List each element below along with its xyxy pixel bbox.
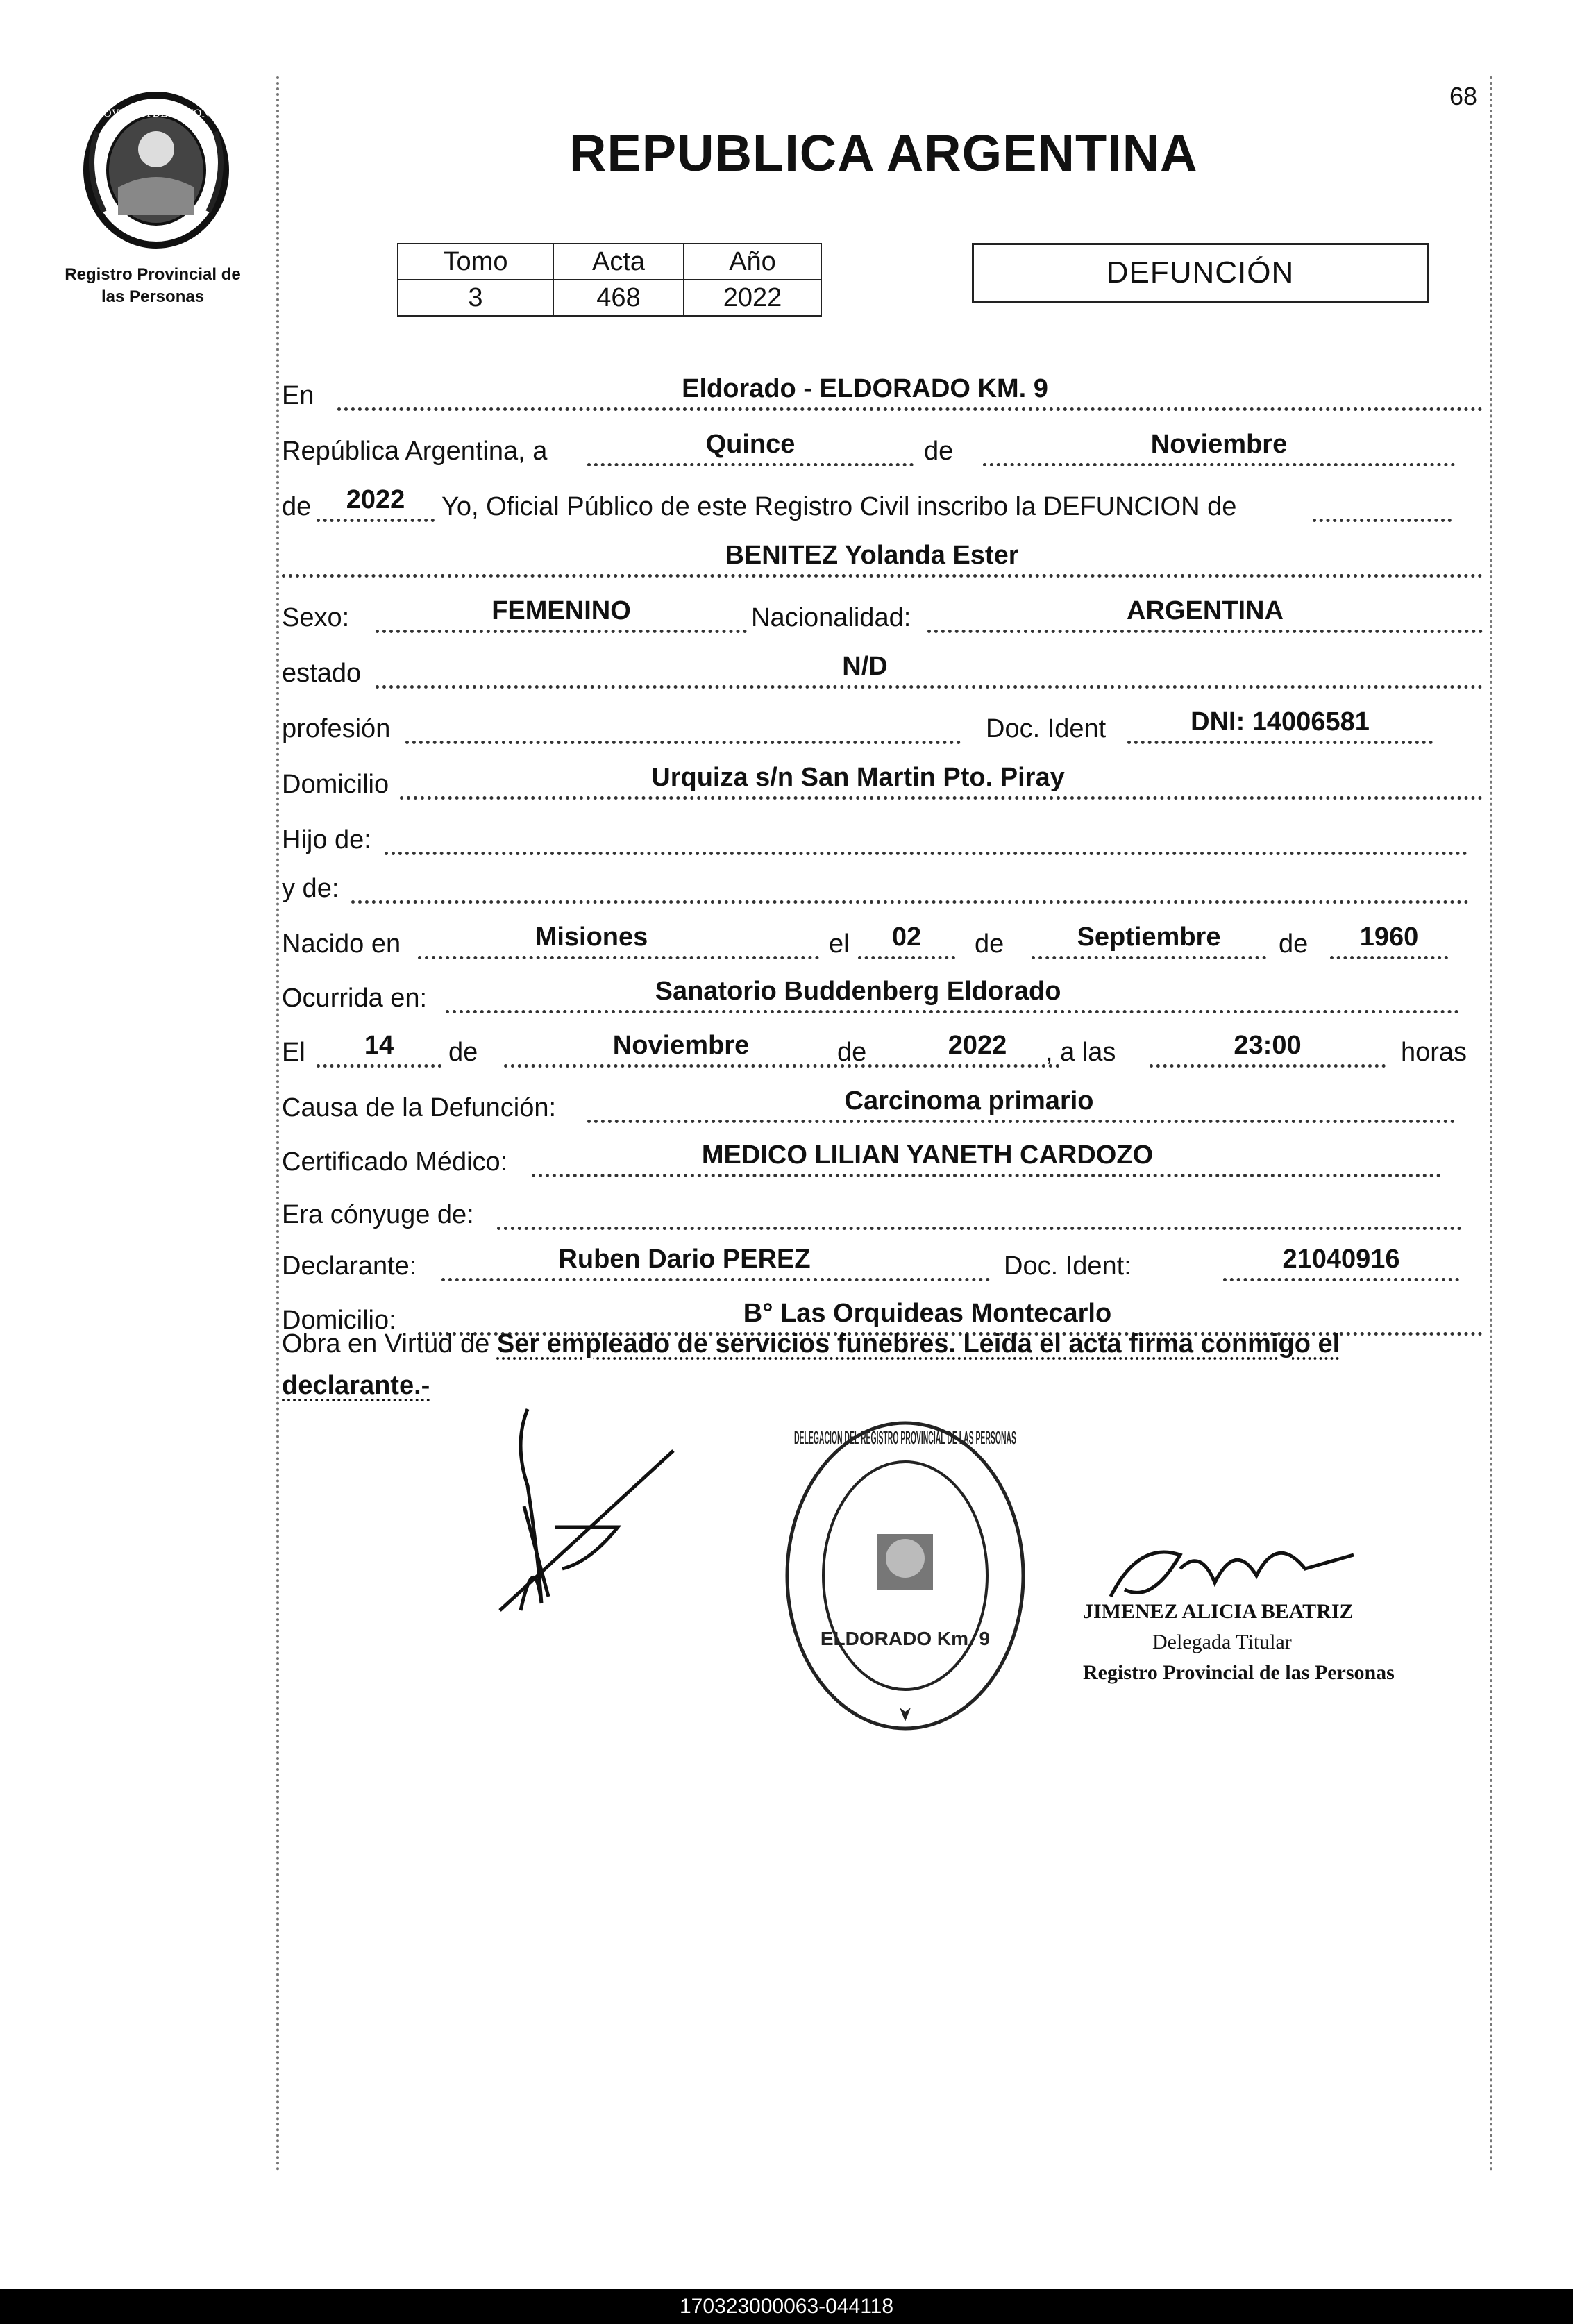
row-death-date — [282, 1025, 1483, 1073]
row-year — [282, 479, 1483, 528]
dots-dni — [1127, 741, 1433, 744]
value-nationality: ARGENTINA — [1127, 596, 1284, 625]
dots-month — [983, 463, 1455, 466]
label-el: el — [829, 929, 850, 959]
misiones-logo — [76, 90, 236, 250]
dots-yo — [1313, 519, 1452, 522]
ano-header: Año — [684, 244, 821, 280]
label-obra: Obra en Virtud de — [282, 1329, 490, 1358]
value-birth-year: 1960 — [1359, 923, 1419, 952]
official-stamp — [780, 1416, 1030, 1735]
dots-nationality — [927, 630, 1483, 633]
label-ocurrida-en: Ocurrida en: — [282, 984, 428, 1013]
official-role: Delegada Titular — [1152, 1631, 1292, 1653]
page-title: REPUBLICA ARGENTINA — [569, 124, 1198, 182]
value-death-place: Sanatorio Buddenberg Eldorado — [655, 977, 1061, 1006]
label-causa: Causa de la Defunción: — [282, 1093, 557, 1122]
label-de-c: de — [448, 1038, 478, 1067]
reference-table — [397, 243, 822, 317]
official-block — [1083, 1597, 1395, 1688]
left-margin-line — [276, 76, 279, 2173]
row-son-of — [282, 812, 1483, 861]
dots-place — [337, 407, 1483, 411]
row-sex — [282, 590, 1483, 639]
row-declarant — [282, 1238, 1483, 1287]
label-horas: horas — [1401, 1038, 1467, 1067]
label-declarante: Declarante: — [282, 1252, 417, 1281]
registry-line-2: las Personas — [101, 287, 205, 306]
row-place — [282, 368, 1483, 416]
tomo-header: Tomo — [398, 244, 553, 280]
value-death-year: 2022 — [948, 1031, 1007, 1060]
dots-son-of — [385, 852, 1467, 855]
logo-ring-text: PROVINCIA DE MISIONES — [90, 108, 223, 119]
row-obra — [282, 1323, 1490, 1406]
label-de-a: de — [975, 929, 1004, 959]
footer-code: 170323000063-044118 — [0, 2289, 1573, 2324]
official-office: Registro Provincial de las Personas — [1083, 1661, 1395, 1684]
label-nacido-en: Nacido en — [282, 929, 401, 959]
label-conyuge: Era cónyuge de: — [282, 1200, 474, 1229]
value-birth-month: Septiembre — [1077, 923, 1221, 952]
document-type: DEFUNCIÓN — [972, 243, 1429, 303]
value-certificate: MEDICO LILIAN YANETH CARDOZO — [701, 1140, 1154, 1170]
value-death-time: 23:00 — [1234, 1031, 1302, 1060]
row-occurred — [282, 970, 1483, 1019]
label-doc-ident: Doc. Ident — [986, 714, 1107, 743]
value-declarant: Ruben Dario PEREZ — [558, 1245, 811, 1274]
dots-state — [376, 685, 1483, 689]
row-profession — [282, 701, 1483, 750]
label-el2: El — [282, 1038, 305, 1067]
label-certificado: Certificado Médico: — [282, 1147, 508, 1177]
row-state — [282, 646, 1483, 694]
label-de-b: de — [1279, 929, 1309, 959]
dots-birth-month — [1032, 956, 1266, 959]
right-margin-line — [1490, 76, 1492, 2173]
label-nacionalidad: Nacionalidad: — [751, 603, 911, 632]
value-month: Noviembre — [1150, 430, 1288, 459]
dots-address — [400, 796, 1483, 800]
label-de: de — [924, 437, 954, 466]
dots-spouse — [497, 1227, 1462, 1230]
dots-and-of — [351, 900, 1469, 904]
dots-declarant — [441, 1278, 990, 1281]
value-state: N/D — [842, 652, 888, 681]
label-estado: estado — [282, 659, 362, 688]
row-cause — [282, 1080, 1483, 1129]
dots-day — [587, 463, 914, 466]
dots-birth-day — [858, 956, 955, 959]
value-place: Eldorado - ELDORADO KM. 9 — [682, 374, 1048, 403]
row-birth — [282, 916, 1483, 965]
dots-name — [282, 574, 1483, 578]
dots-death-year — [895, 1064, 1059, 1068]
stamp-inner-text: ELDORADO Km. 9 — [820, 1628, 991, 1649]
value-death-day: 14 — [364, 1031, 394, 1060]
registry-line-1: Registro Provincial de — [65, 265, 241, 284]
row-name — [282, 534, 1483, 583]
dots-occurred — [446, 1010, 1459, 1013]
label-doc-ident2: Doc. Ident: — [1004, 1252, 1132, 1281]
value-birth-day: 02 — [891, 923, 922, 952]
value-obra: Ser empleado de servicios funebres. Leida el acta firma conmigo el declarante.- — [282, 1329, 1340, 1400]
value-name: BENITEZ Yolanda Ester — [725, 541, 1019, 570]
page-number: 68 — [1449, 82, 1478, 110]
value-cause: Carcinoma primario — [844, 1086, 1094, 1115]
label-hijo-de: Hijo de: — [282, 825, 371, 854]
label-en: En — [282, 381, 314, 410]
row-spouse — [282, 1187, 1483, 1236]
dots-certificate — [532, 1174, 1441, 1177]
declarant-signature — [486, 1402, 694, 1624]
value-dni: DNI: 14006581 — [1191, 707, 1370, 736]
registry-name — [49, 264, 257, 308]
dots-declarant-doc — [1223, 1278, 1459, 1281]
label-sexo: Sexo: — [282, 603, 350, 632]
dots-birth-place — [418, 956, 819, 959]
label-de-d: de — [837, 1038, 867, 1067]
acta-header: Acta — [553, 244, 684, 280]
label-a-las: , a las — [1045, 1038, 1116, 1067]
value-address: Urquiza s/n San Martin Pto. Piray — [651, 763, 1065, 792]
acta-value: 468 — [553, 280, 684, 316]
row-and-of — [282, 861, 1483, 909]
label-domicilio: Domicilio — [282, 770, 389, 799]
dots-birth-year — [1330, 956, 1448, 959]
label-profesion: profesión — [282, 714, 391, 743]
ano-value: 2022 — [684, 280, 821, 316]
row-address — [282, 757, 1483, 805]
dots-death-day — [317, 1064, 441, 1068]
value-declarant-address: B° Las Orquideas Montecarlo — [743, 1299, 1112, 1328]
label-domicilio2: Domicilio: — [282, 1306, 396, 1335]
value-birth-place: Misiones — [535, 923, 648, 952]
label-de2: de — [282, 492, 312, 521]
dots-year — [317, 519, 435, 522]
label-republica: República Argentina, a — [282, 437, 548, 466]
value-declarant-doc: 21040916 — [1282, 1245, 1400, 1274]
value-sex: FEMENINO — [491, 596, 631, 625]
value-day: Quince — [705, 430, 796, 459]
dots-sex — [376, 630, 747, 633]
row-certificate — [282, 1134, 1483, 1183]
row-date — [282, 423, 1483, 472]
label-y-de: y de: — [282, 874, 339, 903]
dots-profession — [405, 741, 961, 744]
official-name: JIMENEZ ALICIA BEATRIZ — [1083, 1600, 1354, 1623]
stamp-ring-text: DELEGACION DEL REGISTRO PROVINCIAL DE LAS PERSONAS — [794, 1427, 1016, 1448]
dots-death-time — [1150, 1064, 1386, 1068]
tomo-value: 3 — [398, 280, 553, 316]
label-yo: Yo, Oficial Público de este Registro Civil inscribo la DEFUNCION de — [441, 492, 1237, 521]
value-death-month: Noviembre — [612, 1031, 750, 1060]
value-year: 2022 — [346, 485, 405, 514]
dots-cause — [587, 1120, 1455, 1123]
dots-death-month — [504, 1064, 893, 1068]
